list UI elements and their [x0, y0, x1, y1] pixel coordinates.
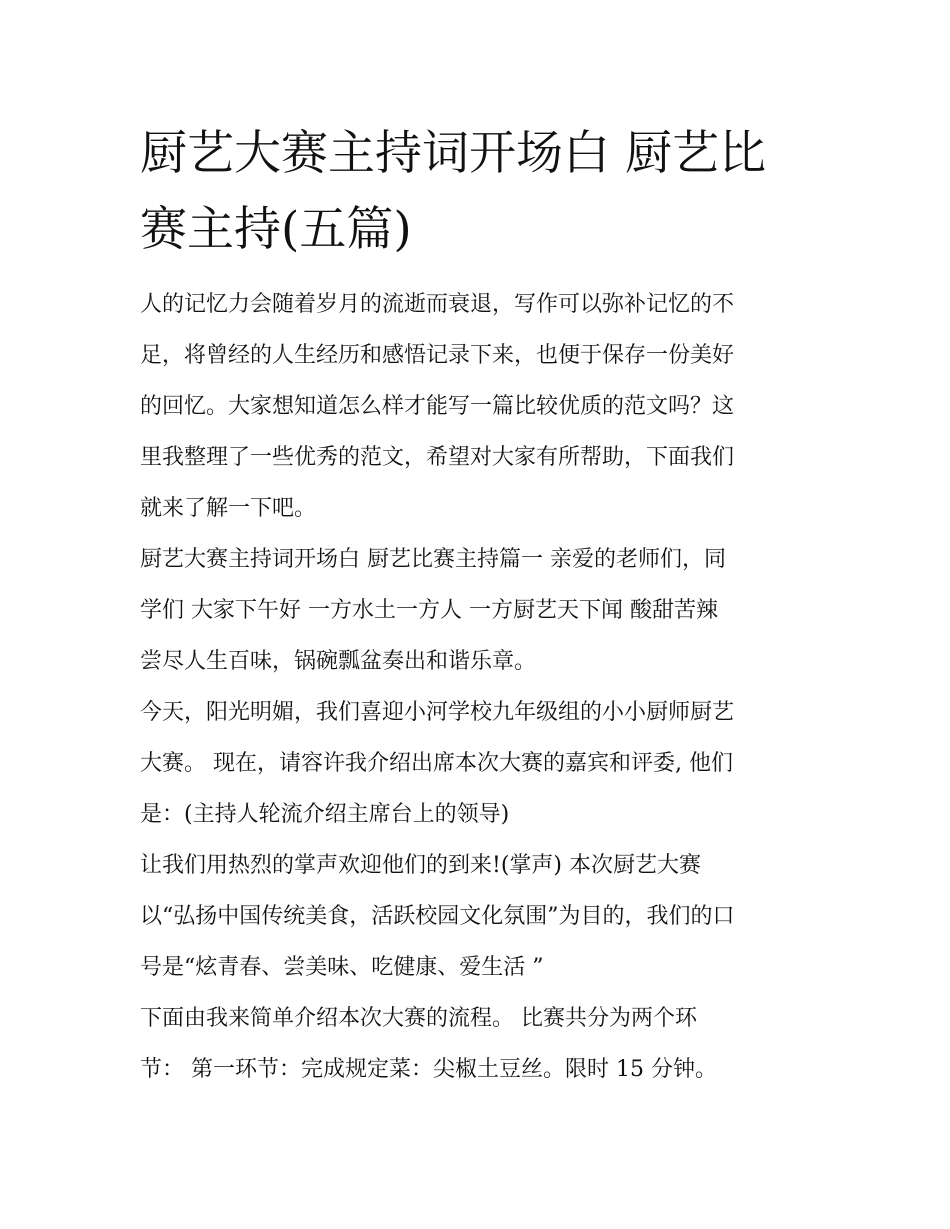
body-line: 里我整理了一些优秀的范文，希望对大家有所帮助，下面我们 [140, 445, 735, 470]
body-line: 足，将曾经的人生经历和感悟记录下来，也便于保存一份美好 [140, 343, 735, 368]
body-line: 节： 第一环节：完成规定菜：尖椒土豆丝。限时 15 分钟。 [140, 1057, 717, 1082]
body-line: 让我们用热烈的掌声欢迎他们的到来!(掌声) 本次厨艺大赛 [140, 853, 702, 878]
body-line: 尝尽人生百味，锅碗瓢盆奏出和谐乐章。 [140, 649, 537, 674]
body-line: 号是“炫青春、尝美味、吃健康、爱生活 ” [140, 955, 544, 980]
body-line: 学们 大家下午好 一方水土一方人 一方厨艺天下闻 酸甜苦辣 [140, 598, 718, 623]
body-line: 大赛。 现在，请容许我介绍出席本次大赛的嘉宾和评委, 他们 [140, 751, 733, 776]
body-line: 厨艺大赛主持词开场白 厨艺比赛主持篇一 亲爱的老师们，同 [140, 547, 726, 572]
body-line: 是：(主持人轮流介绍主席台上的领导) [140, 802, 510, 827]
body-line: 就来了解一下吧。 [140, 496, 317, 521]
body-line: 以“弘扬中国传统美食，活跃校园文化氛围”为目的，我们的口 [140, 904, 735, 929]
document-body [140, 279, 820, 1095]
body-line: 今天，阳光明媚，我们喜迎小河学校九年级组的小小厨师厨艺 [140, 700, 735, 725]
body-line: 下面由我来简单介绍本次大赛的流程。 比赛共分为两个环 [140, 1006, 697, 1031]
title-line-2: 赛主持(五篇) [140, 202, 412, 257]
title-line-1: 厨艺大赛主持词开场白 厨艺比 [140, 126, 766, 181]
document-title [140, 116, 820, 268]
body-line: 的回忆。大家想知道怎么样才能写一篇比较优质的范文吗？这 [140, 394, 735, 419]
body-line: 人的记忆力会随着岁月的流逝而衰退，写作可以弥补记忆的不 [140, 292, 735, 317]
